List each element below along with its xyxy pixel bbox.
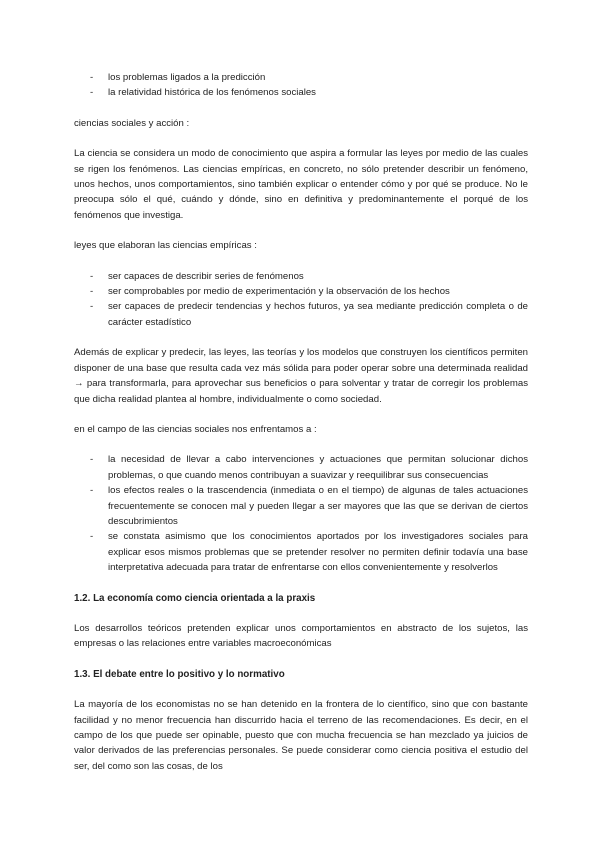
list-item: - ser capaces de describir series de fenómenos [74,269,528,284]
list-item: - la relatividad histórica de los fenómenos sociales [74,85,528,100]
list-item: - ser comprobables por medio de experimentación y la observación de los hechos [74,284,528,299]
paragraph-1-3: La mayoría de los economistas no se han detenido en la frontera de lo científico, sino que con bastante facilidad y no menor frecuencia han discurrido hacia el terreno de las recomendaciones. Es decir, en el campo de los que puede ser opinable, puesto que con mucha frecuencia se han mezclado ya juicios de valor derivados de las preferencias personales. Se puede considerar como ciencia positiva el estudio del ser, del como son las cosas, de los [74,699,528,772]
heading-acciones: ciencias sociales y acción : [74,117,190,129]
heading-leyes: leyes que elaboran las ciencias empíricas : [74,240,257,252]
section-1-3-title: 1.3. El debate entre lo positivo y lo normativo [74,668,285,680]
paragraph-1-2: Los desarrollos teóricos pretenden explicar unos comportamientos en abstracto de los sujetos, las empresas o las relaciones entre variables macroeconómicas [74,622,528,650]
list-item: - se constata asimismo que los conocimientos aportados por los investigadores sociales para explicar esos mismos problemas que se pretender resolver no permiten definir todavía una base interpretativa adecuada para tratar de enfrentarse con ellos convenientemente y resolverlos [90,531,528,574]
section-1-2-title: 1.2. La economía como ciencia orientada a la praxis [74,592,316,604]
paragraph-ademas: Además de explicar y predecir, las leyes, las teorías y los modelos que construyen los científicos permiten disponer de una base que resulta cada vez más sólida para poder operar sobre una determinada realidad → para transformarla, para aprovechar sus beneficios o para solventar y tratar de corregir los problemas que dicha realidad plantea al hombre, individualmente o como sociedad. [74,347,528,405]
bullet-dash: - [90,270,94,282]
list-item: - ser capaces de predecir tendencias y hechos futuros, ya sea mediante predicción completa o de carácter estadístico [90,301,528,328]
bullet-dash: - [90,454,94,466]
list-item: - la necesidad de llevar a cabo intervenciones y actuaciones que permitan solucionar dichos problemas, o que cuando menos contribuyan a suavizar y reequilibrar sus consecuencias [90,454,528,481]
bullet-dash: - [90,485,94,497]
list-item: - los problemas ligados a la predicción [74,70,528,85]
bullet-dash: - [90,286,94,298]
bullet-dash: - [90,72,94,83]
leyes-list [74,269,528,331]
document-page [74,70,528,774]
paragraph-ciencia: La ciencia se considera un modo de conocimiento que aspira a formular las leyes por medio de las cuales se rigen los fenómenos. Las ciencias empíricas, en concreto, no sólo pretender describir un fenómeno, unos hechos, unos comportamientos, sino también explicar o entender cómo y por qué se produce. No le preocupa sólo el qué, cuándo y dónde, sino en definitiva y predominantemente el porqué de los fenómenos que investiga. [74,148,528,221]
bullet-dash: - [90,87,94,99]
bullet-dash: - [90,531,94,543]
bullet-dash: - [90,301,94,313]
intro-list [74,70,528,101]
list-item: - los efectos reales o la trascendencia (inmediata o en el tiempo) de algunas de tales actuaciones frecuentemente se conocen mal y pueden llegar a ser mayores que las que se derivan de ciertos descubrimientos [90,485,528,527]
campo-list [74,452,528,575]
heading-campo: en el campo de las ciencias sociales nos enfrentamos a : [74,423,317,435]
